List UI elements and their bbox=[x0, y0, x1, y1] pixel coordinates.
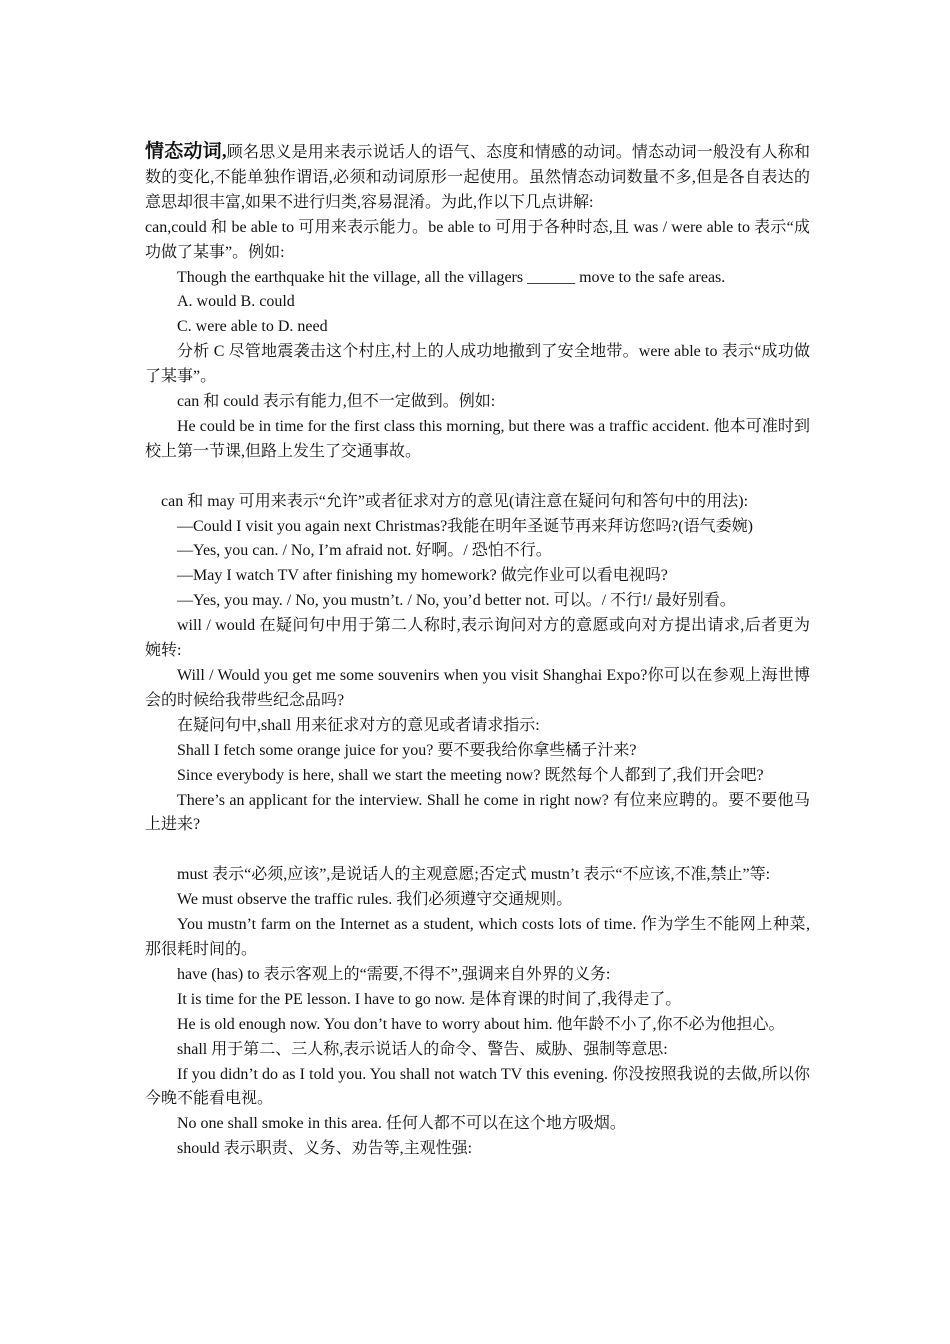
example-sentence: If you didn’t do as I told you. You shall not watch TV this evening. 你没按照我说的去做,所以你今晚不能看电视。 bbox=[145, 1065, 810, 1108]
dialogue-line: —Yes, you may. / No, you mustn’t. / No, you’d better not. 可以。/ 不行!/ 最好别看。 bbox=[177, 592, 736, 610]
answer-option: A. would B. could bbox=[177, 293, 295, 311]
blank-line bbox=[145, 465, 810, 490]
paragraph: must 表示“必须,应该”,是说话人的主观意愿;否定式 mustn’t 表示“不应该,不准,禁止”等: bbox=[177, 866, 771, 884]
analysis-paragraph: 分析 C 尽管地震袭击这个村庄,村上的人成功地撤到了安全地带。were able to 表示“成功做了某事”。 bbox=[145, 343, 810, 386]
dialogue-line: —May I watch TV after finishing my homework? 做完作业可以看电视吗? bbox=[177, 567, 668, 585]
example-sentence: We must observe the traffic rules. 我们必须遵守交通规则。 bbox=[177, 891, 573, 909]
paragraph: can 和 may 可用来表示“允许”或者征求对方的意见(请注意在疑问句和答句中的用法): bbox=[161, 492, 749, 510]
dialogue-line: —Yes, you can. / No, I’m afraid not. 好啊。/ 恐怕不行。 bbox=[177, 542, 552, 560]
example-sentence: No one shall smoke in this area. 任何人都不可以在这个地方吸烟。 bbox=[177, 1115, 626, 1133]
paragraph: should 表示职责、义务、劝告等,主观性强: bbox=[177, 1140, 473, 1158]
paragraph-text: 顾名思义是用来表示说话人的语气、态度和情感的动词。情态动词一般没有人称和数的变化,不能单独作谓语,必须和动词原形一起使用。虽然情态动词数量不多,但是各自表达的意思却很丰富,如果不进行归类,容易混淆。为此,作以下几点讲解: bbox=[145, 144, 810, 211]
intro-paragraph bbox=[145, 140, 810, 216]
example-sentence: Though the earthquake hit the village, all the villagers ______ move to the safe areas. bbox=[177, 268, 726, 286]
lead-term: 情态动词, bbox=[145, 141, 227, 162]
paragraph: have (has) to 表示客观上的“需要,不得不”,强调来自外界的义务: bbox=[177, 965, 611, 983]
paragraph: will / would 在疑问句中用于第二人称时,表示询问对方的意愿或向对方提出请求,后者更为婉转: bbox=[145, 617, 810, 660]
answer-option: C. were able to D. need bbox=[177, 318, 328, 336]
example-sentence: He is old enough now. You don’t have to worry about him. 他年龄不小了,你不必为他担心。 bbox=[177, 1015, 785, 1033]
dialogue-line: —Could I visit you again next Christmas?我能在明年圣诞节再来拜访您吗?(语气委婉) bbox=[177, 517, 753, 535]
example-sentence: Shall I fetch some orange juice for you? 要不要我给你拿些橘子汁来? bbox=[177, 741, 637, 759]
document-body bbox=[145, 140, 810, 1162]
example-sentence: There’s an applicant for the interview. Shall he come in right now? 有位来应聘的。要不要他马上进来? bbox=[145, 791, 810, 834]
example-sentence: Will / Would you get me some souvenirs when you visit Shanghai Expo?你可以在参观上海世博会的时候给我带些纪念品吗? bbox=[145, 667, 810, 709]
example-sentence: It is time for the PE lesson. I have to go now. 是体育课的时间了,我得走了。 bbox=[177, 990, 682, 1008]
blank-line bbox=[145, 838, 810, 863]
example-sentence: You mustn’t farm on the Internet as a student, which costs lots of time. 作为学生不能网上种菜,那很耗时间的。 bbox=[145, 916, 810, 958]
example-sentence: He could be in time for the first class this morning, but there was a traffic accident. 他本可准时到校上第一节课,但路上发生了交通事故。 bbox=[145, 417, 810, 460]
paragraph: can 和 could 表示有能力,但不一定做到。例如: bbox=[177, 393, 496, 411]
example-sentence: Since everybody is here, shall we start the meeting now? 既然每个人都到了,我们开会吧? bbox=[177, 766, 764, 784]
paragraph: can,could 和 be able to 可用来表示能力。be able to 可用于各种时态,且 was / were able to 表示“成功做了某事”。例如: bbox=[145, 218, 810, 261]
paragraph: 在疑问句中,shall 用来征求对方的意见或者请求指示: bbox=[177, 716, 540, 734]
paragraph: shall 用于第二、三人称,表示说话人的命令、警告、威胁、强制等意思: bbox=[177, 1040, 668, 1058]
